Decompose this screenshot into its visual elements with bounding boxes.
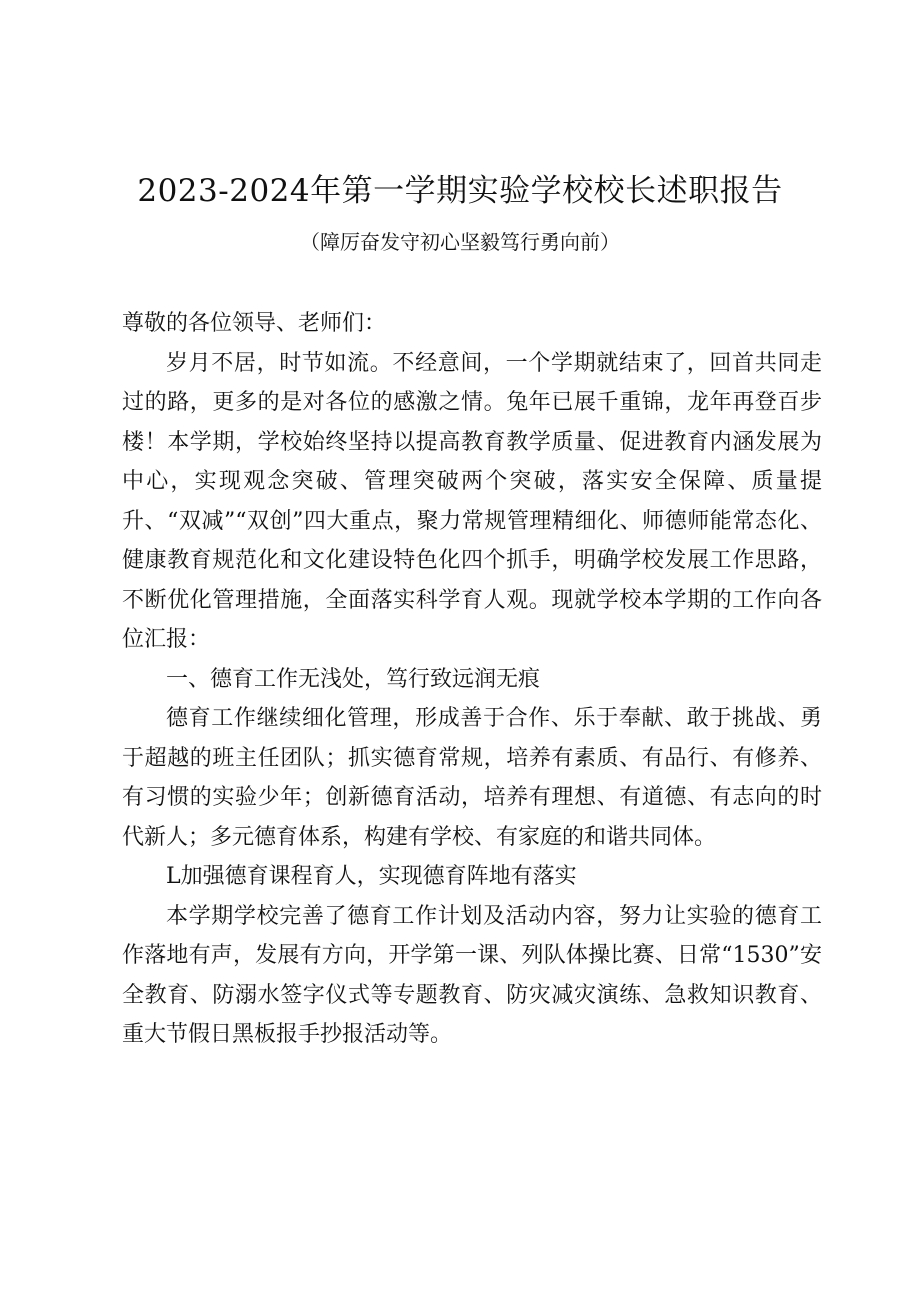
paragraph-moral-education: 德育工作继续细化管理，形成善于合作、乐于奉献、敢于挑战、勇于超越的班主任团队；抓实德育常规，培养有素质、有品行、有修养、有习惯的实验少年；创新德育活动，培养有理想、有道德、有志向的时代新人；多元德育体系，构建有学校、有家庭的和谐共同体。 bbox=[122, 706, 822, 850]
section-heading-moral-education: 一、德育工作无浅处，笃行致远润无痕 bbox=[166, 666, 541, 692]
document-title: 2023-2024年第一学期实验学校校长述职报告 bbox=[137, 173, 783, 209]
paragraph-intro: 岁月不居，时节如流。不经意间，一个学期就结束了，回首共同走过的路，更多的是对各位的感激之情。兔年已展千重锦，龙年再登百步楼！本学期，学校始终坚持以提高教育教学质量、促进教育内涵发展为中心，实现观念突破、管理突破两个突破，落实安全保障、质量提升、“双减”“双创”四大重点，聚力常规管理精细化、师德师能常态化、健康教育规范化和文化建设特色化四个抓手，明确学校发展工作思路，不断优化管理措施，全面落实科学育人观。现就学校本学期的工作向各位汇报： bbox=[122, 350, 822, 652]
document-subtitle: （障厉奋发守初心坚毅笃行勇向前） bbox=[300, 230, 620, 254]
document-body bbox=[122, 304, 822, 1055]
subsection-heading-curriculum: L加强德育课程育人，实现德育阵地有落实 bbox=[166, 864, 577, 889]
salutation: 尊敬的各位领导、老师们： bbox=[122, 311, 387, 336]
paragraph-curriculum: 本学期学校完善了德育工作计划及活动内容，努力让实验的德育工作落地有声，发展有方向，开学第一课、列队体操比赛、日常“1530”安全教育、防溺水签字仪式等专题教育、防灾减灾演练、急救知识教育、重大节假日黑板报手抄报活动等。 bbox=[122, 903, 822, 1047]
